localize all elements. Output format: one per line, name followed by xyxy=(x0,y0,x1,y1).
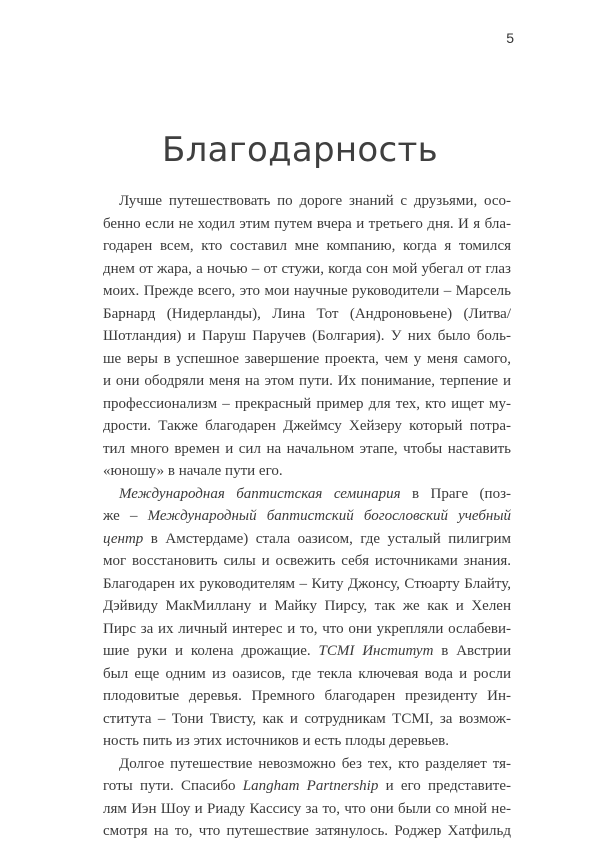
text-line xyxy=(103,235,511,258)
text-line xyxy=(103,190,511,213)
text-line xyxy=(103,325,511,348)
text-line xyxy=(103,753,511,776)
text-line xyxy=(103,393,511,416)
text-run: Лучше путешествовать по дороге знаний с друзьями, осо- xyxy=(119,193,511,209)
text-run: Благодарен их руководителям – Киту Джонсу, Стюарту Блайту, xyxy=(103,575,511,592)
text-run: смотря на то, что путешествие затянулось. Роджер Хатфильд xyxy=(103,823,511,839)
text-line xyxy=(103,460,511,483)
italic-text: Международная баптистская семинария xyxy=(119,485,401,502)
text-run: моих. Прежде всего, это мои научные руководители – Марсель xyxy=(103,283,511,299)
text-line xyxy=(103,730,511,753)
text-line xyxy=(103,213,511,236)
text-run: тил много времен и сил на начальном этапе, чтобы наставить xyxy=(103,440,511,457)
text-run: и его представите- xyxy=(378,778,511,794)
text-line xyxy=(103,663,511,686)
text-line xyxy=(103,595,511,618)
text-run: бенно если не ходил этим путем вчера и третьего дня. И я бла- xyxy=(103,215,511,232)
text-run: Шотландия) и Паруш Паручев (Болгария). У них было боль- xyxy=(103,328,511,344)
text-run: лям Иэн Шоу и Риаду Кассису за то, что они были со мной не- xyxy=(103,800,511,817)
text-run: плодовитые деревья. Премного благодарен президенту Ин- xyxy=(103,688,511,704)
text-line xyxy=(103,258,511,281)
italic-text: Международный баптистский богословский учебный xyxy=(147,508,512,524)
text-line xyxy=(103,415,511,438)
text-run: ность пить из этих источников и есть плоды деревьев. xyxy=(103,733,450,749)
text-run: Барнард (Нидерланды), Лина Тот (Андроновьене) (Литва/ xyxy=(103,305,511,322)
italic-text: Langham Partnership xyxy=(242,778,379,794)
text-run: в Австрии xyxy=(433,643,511,659)
text-line xyxy=(103,798,511,821)
text-line xyxy=(103,280,511,303)
text-run: годарен всем, кто составил мне компанию, когда я томился xyxy=(103,238,511,254)
text-line xyxy=(103,618,511,641)
text-run: мог восстановить силы и освежить себя источниками знания. xyxy=(103,553,511,569)
body-text xyxy=(103,190,511,843)
paragraph xyxy=(103,753,511,843)
italic-text: TCMI Институт xyxy=(318,643,434,659)
text-run: «юношу» в начале пути его. xyxy=(103,463,283,479)
text-run: профессионализм – прекрасный пример для тех, кто ищет му- xyxy=(103,395,511,412)
paragraph xyxy=(103,190,511,483)
text-line xyxy=(103,573,511,596)
text-run: ститута – Тони Твисту, как и сотрудникам TCMI, за возмож- xyxy=(103,710,511,727)
text-run: днем от жара, а ночью – от стужи, когда сон мой убегал от глаз xyxy=(103,260,511,277)
text-line xyxy=(103,820,511,843)
text-run: в Амстердаме) стала оазисом, где усталый пилигрим xyxy=(143,530,511,547)
text-line xyxy=(103,370,511,393)
text-run: ше веры в успешное завершение проекта, чем у меня самого, xyxy=(103,350,511,367)
text-run: дрости. Также благодарен Джеймсу Хейзеру который потра- xyxy=(103,418,511,434)
text-line xyxy=(103,483,511,506)
text-line xyxy=(103,528,511,551)
italic-text: центр xyxy=(103,530,144,547)
paragraph xyxy=(103,483,511,753)
text-run: был еще одним из оазисов, где текла ключевая вода и росли xyxy=(103,665,511,682)
text-line xyxy=(103,348,511,371)
page-number: 5 xyxy=(506,30,514,46)
text-line xyxy=(103,640,511,663)
text-line xyxy=(103,438,511,461)
text-line xyxy=(103,708,511,731)
page-title: Благодарность xyxy=(162,130,438,170)
text-run: и они ободряли меня на этом пути. Их понимание, терпение и xyxy=(103,373,511,389)
text-run: готы пути. Спасибо xyxy=(103,778,243,794)
text-line xyxy=(103,775,511,798)
text-run: в Праге (поз- xyxy=(400,485,511,502)
text-run: Долгое путешествие невозможно без тех, кто разделяет тя- xyxy=(119,755,511,772)
text-line xyxy=(103,550,511,573)
text-line xyxy=(103,685,511,708)
text-run: Пирс за их личный интерес и то, что они укрепляли ослабеви- xyxy=(103,620,511,637)
text-run: же – xyxy=(103,508,148,524)
text-line xyxy=(103,505,511,528)
text-line xyxy=(103,303,511,326)
text-run: шие руки и колена дрожащие. xyxy=(103,643,319,659)
text-run: Дэйвиду МакМиллану и Майку Пирсу, так же как и Хелен xyxy=(103,598,511,614)
